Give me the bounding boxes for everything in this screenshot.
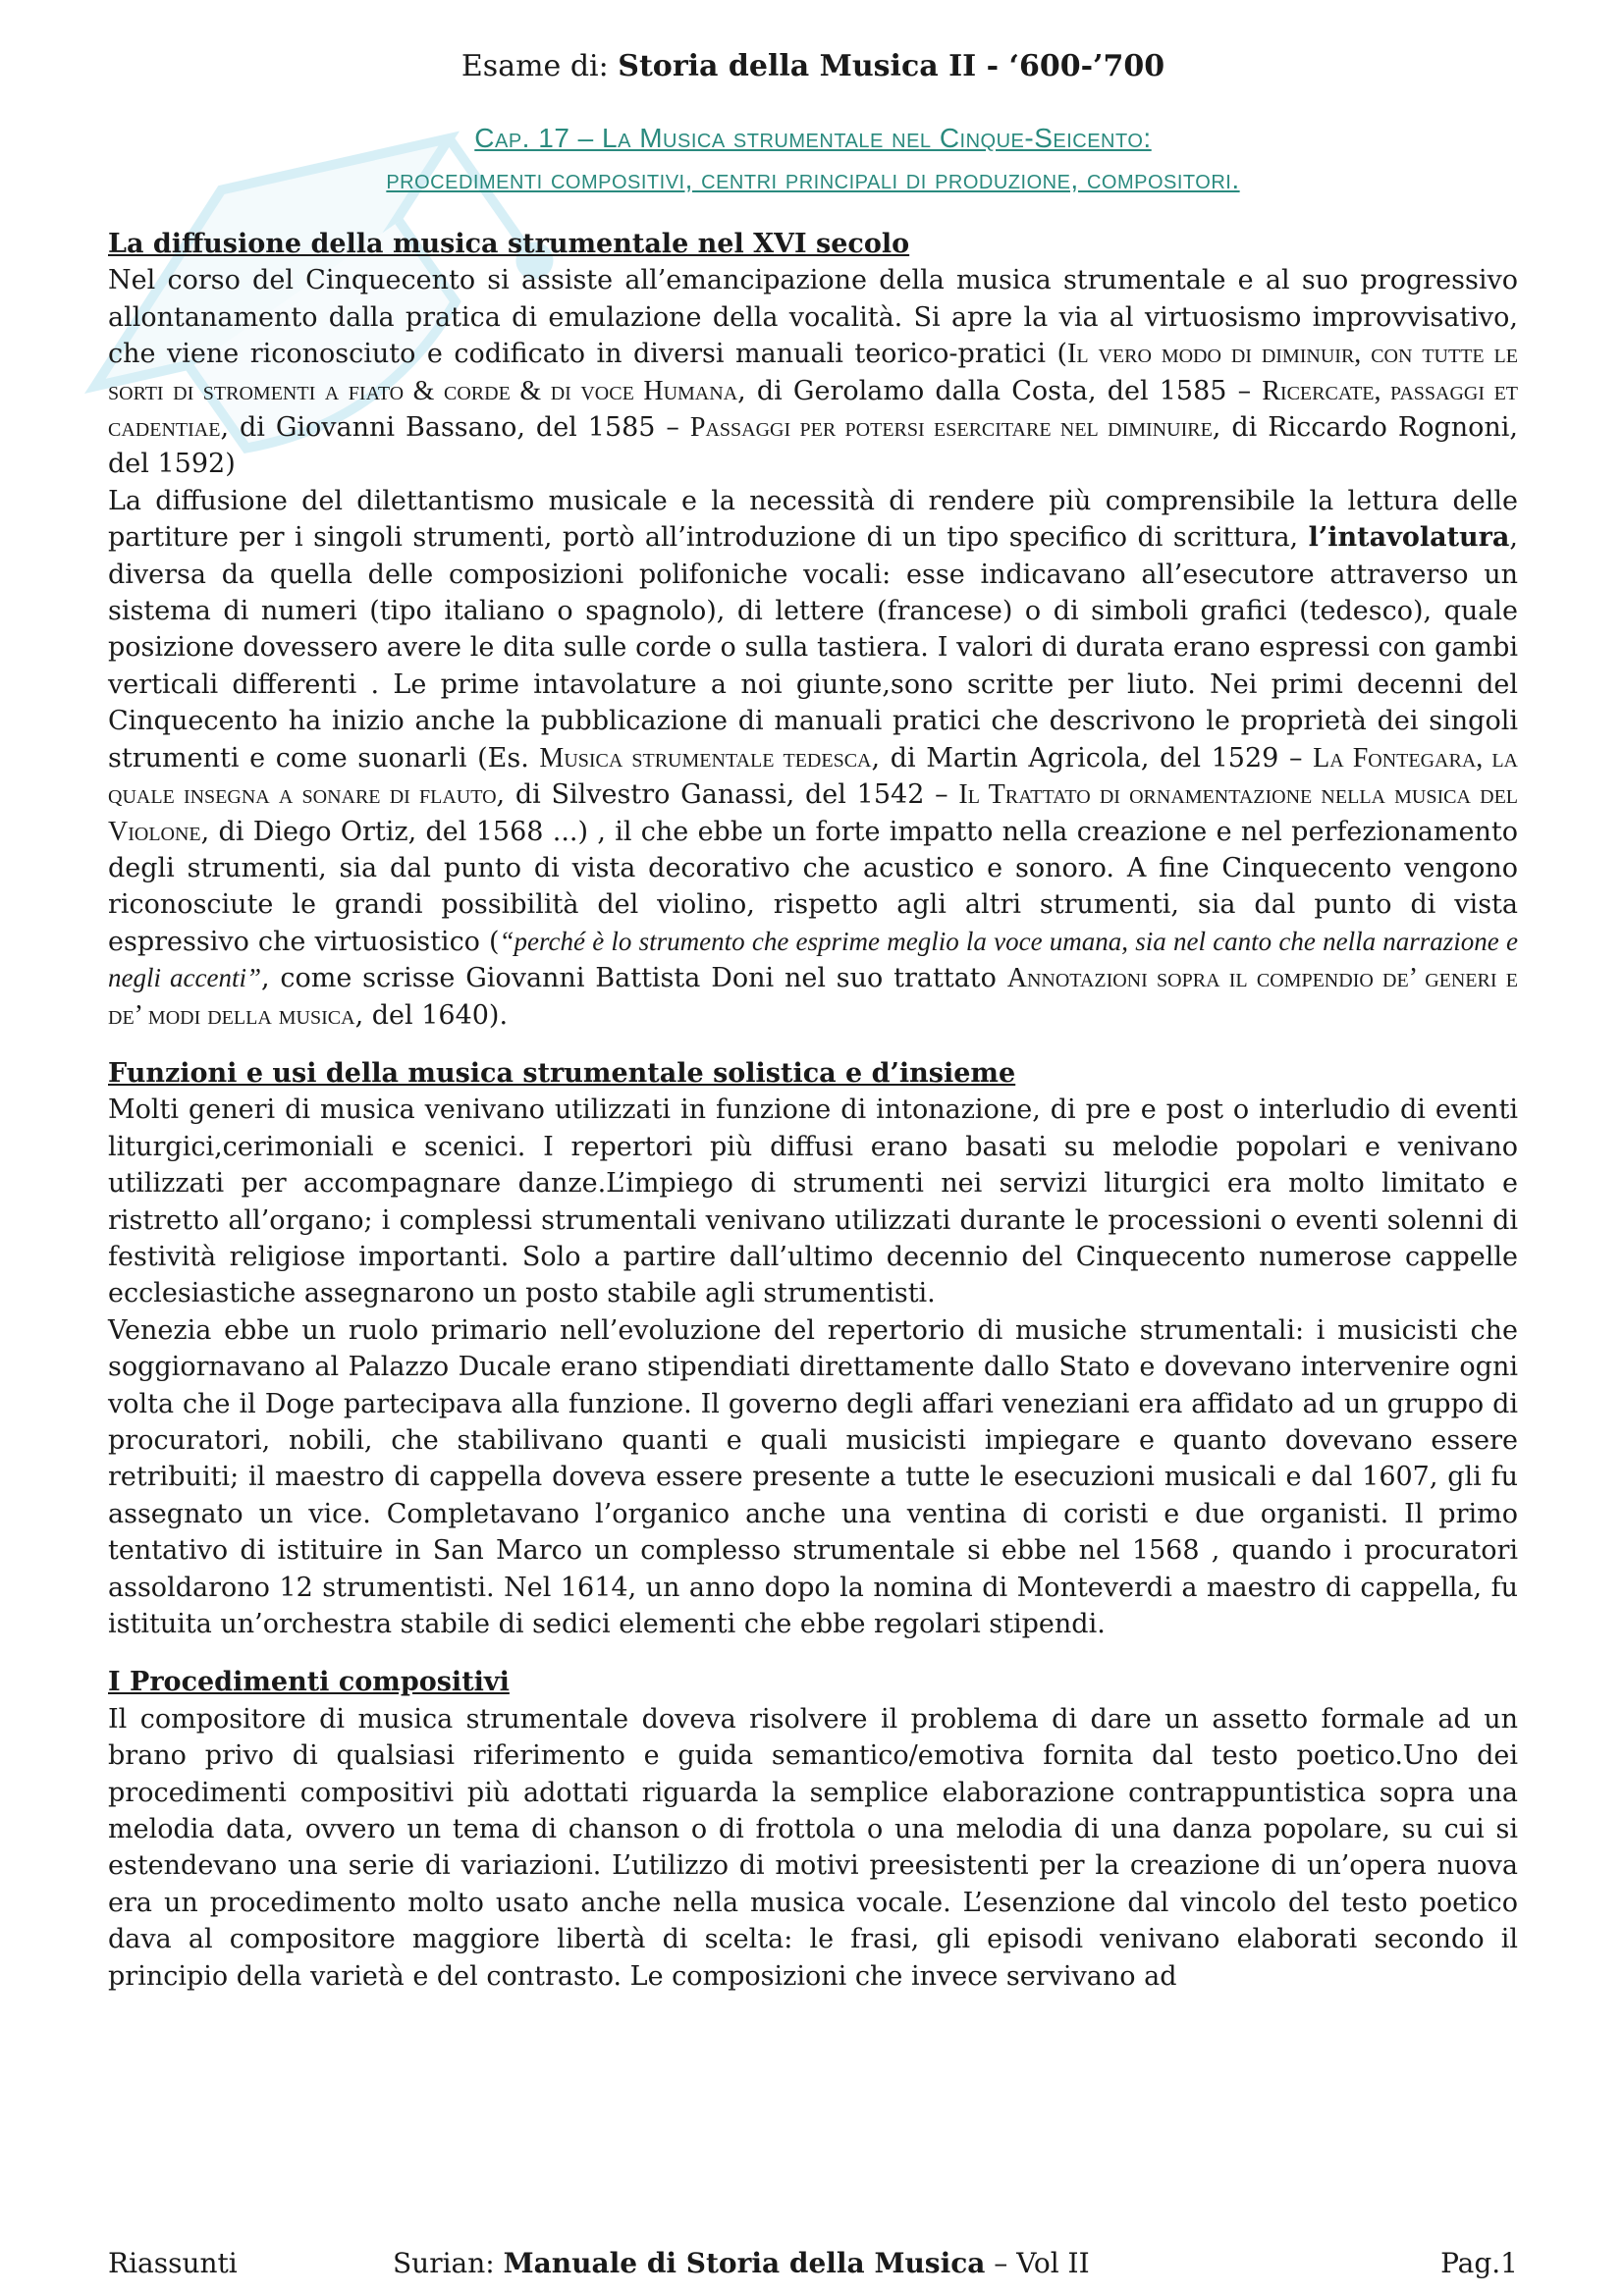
bold-term: l’intavolatura	[1308, 522, 1510, 554]
paragraph: Venezia ebbe un ruolo primario nell’evoluzione del repertorio di musiche strumentali: i musicisti che soggiornavano al Palazzo Ducale erano stipendiati direttamente dallo Stato e dovevano intervenire ogni volta che il Doge partecipava alla funzione. Il governo degli affari veneziani era affidato ad un gruppo di procuratori, nobili, che stabilivano quanti e quali musicisti impiegare e quanto dovevano essere retribuiti; il maestro di cappella doveva essere presente a tutte le esecuzioni musicali e dal 1607, gli fu assegnato un vice. Completavano l’organico anche una ventina di coristi e due organisti. Il primo tentativo di istituire in San Marco un complesso strumentale si ebbe nel 1568 , quando i procuratori assoldarono 12 strumentisti. Nel 1614, un anno dopo la nomina di Monteverdi a maestro di cappella, fu istituita un’orchestra stabile di sedici elementi che ebbe regolari stipendi.	[108, 1314, 1518, 1640]
work-title: Il vero modo di diminuir, con tutte le sorti di stromenti a fiato & corde & di voce Humana	[108, 339, 1518, 406]
text-run: La diffusione del dilettantismo musicale e la necessità di rendere più comprensibile la lettura delle partiture per i singoli strumenti, portò all’introduzione di un tipo specifico di scrittura,	[108, 485, 1518, 554]
section-heading: Funzioni e usi della musica strumentale solistica e d’insieme	[108, 1057, 1016, 1089]
text-run: , diversa da quella delle composizioni polifoniche vocali: esse indicavano all’esecutore attraverso un sistema di numeri (tipo italiano o spagnolo), di lettere (francese) o di simboli grafici (tedesco), quale posizione dovessero avere le dita sulle corde o sulla tastiera. I valori di durata erano espressi con gambi verticali differenti . Le prime intavolature a noi giunte,sono scritte per liuto. Nei primi decenni del Cinquecento ha inizio anche la pubblicazione di manuali pratici che descrivono le proprietà dei singoli strumenti e come suonarli (Es.	[108, 522, 1518, 774]
footer-book-title: Manuale di Storia della Musica	[503, 2247, 986, 2279]
work-title: Passaggi per potersi esercitare nel diminuire	[689, 412, 1213, 444]
section-diffusione	[108, 226, 1518, 1034]
text-run: , come scrisse Giovanni Battista Doni nel suo trattato	[260, 963, 1007, 994]
chapter-title	[108, 118, 1518, 200]
header-prefix: Esame di:	[460, 49, 619, 83]
footer-book	[393, 2244, 1090, 2283]
paragraph	[108, 262, 1518, 482]
section-funzioni	[108, 1055, 1518, 1643]
section-heading: I Procedimenti compositivi	[108, 1667, 510, 1698]
work-title: Ricercate, passaggi et cadentiae	[108, 375, 1519, 444]
section-procedimenti	[108, 1664, 1518, 1995]
page-footer	[108, 2244, 1518, 2283]
text-run: , di Gerolamo dalla Costa, del 1585 –	[737, 375, 1263, 406]
text-run: , di Riccardo Rognoni, del 1592)	[108, 412, 1519, 480]
paragraph	[108, 483, 1518, 1034]
footer-author: Surian:	[393, 2247, 504, 2279]
work-title: La Fontegara, la quale insegna a sonare di flauto	[108, 742, 1518, 811]
section-heading: La diffusione della musica strumentale nel XVI secolo	[108, 229, 910, 259]
footer-left: Riassunti	[108, 2247, 238, 2279]
page-header	[108, 47, 1518, 86]
paragraph: Molti generi di musica venivano utilizzati in funzione di intonazione, di pre e post o interludio di eventi liturgici,cerimoniali e scenici. I repertori più diffusi erano basati su melodie popolari e venivano utilizzati per accompagnare danze.L’impiego di strumenti nei servizi liturgici era molto limitato e ristretto all’organo; i complessi strumentali venivano utilizzati durante le processioni o eventi solenni di festività religiose importanti. Solo a partire dall’ultimo decennio del Cinquecento numerose cappelle ecclesiastiche assegnarono un posto stabile agli strumentisti.	[108, 1095, 1518, 1309]
work-title: Il Trattato di ornamentazione nella musica del Violone	[108, 779, 1518, 847]
work-title: Musica strumentale tedesca	[539, 742, 872, 774]
page-number: Pag.1	[1440, 2247, 1518, 2279]
text-run: , di Diego Ortiz, del 1568 ...) , il che ebbe un forte impatto nella creazione e nel perfezionamento degli strumenti, sia dal punto di vista decorativo che acustico e sonoro. A fine Cinquecento vengono riconosciute le grandi possibilità del violino, rispetto agli altri strumenti, sia dal punto di vista espressivo che virtuosistico (	[108, 816, 1518, 957]
text-run: , di Martin Agricola, del 1529 –	[871, 742, 1314, 774]
paragraph: Il compositore di musica strumentale doveva risolvere il problema di dare un assetto formale ad un brano privo di qualsiasi riferimento e guida semantico/emotiva fornita dal testo poetico.Uno dei procedimenti compositivi più adottati riguarda la semplice elaborazione contrappuntistica sopra una melodia data, ovvero un tema di chanson o di frottola o una melodia di una danza popolare, su cui si estendevano una serie di variazioni. L’utilizzo di motivi preesistenti per la creazione di un’opera nuova era un procedimento molto usato anche nella musica vocale. L’esenzione dal vincolo del testo poetico dava al compositore maggiore libertà di scelta: le frasi, gli episodi venivano elaborati secondo il principio della varietà e del contrasto. Le composizioni che invece servivano ad	[108, 1703, 1518, 1992]
text-run: Nel corso del Cinquecento si assiste all’emancipazione della musica strumentale e al suo progressivo allontanamento dalla pratica di emulazione della vocalità. Si apre la via al virtuosismo improvvisativo, che viene riconosciuto e codificato in diversi manuali teorico-pratici (	[108, 265, 1518, 370]
footer-volume: – Vol II	[985, 2247, 1090, 2279]
chapter-title-line-1: Cap. 17 – La Musica strumentale nel Cinque-Seicento:	[474, 123, 1152, 153]
text-run: , di Giovanni Bassano, del 1585 –	[220, 412, 690, 444]
text-run: , di Silvestro Ganassi, del 1542 –	[496, 779, 959, 811]
chapter-title-line-2: procedimenti compositivi, centri principali di produzione, compositori.	[386, 164, 1240, 194]
quote: “perché è lo strumento che esprime meglio la voce umana, sia nel canto che nella narrazione e negli accenti”	[108, 926, 1518, 993]
header-title: Storia della Musica II - ‘600-’700	[618, 49, 1165, 83]
text-run: , del 1640).	[354, 999, 509, 1031]
document-body	[108, 226, 1518, 1995]
work-title: Annotazioni sopra il compendio de’ generi e de’ modi della musica	[108, 963, 1518, 1031]
